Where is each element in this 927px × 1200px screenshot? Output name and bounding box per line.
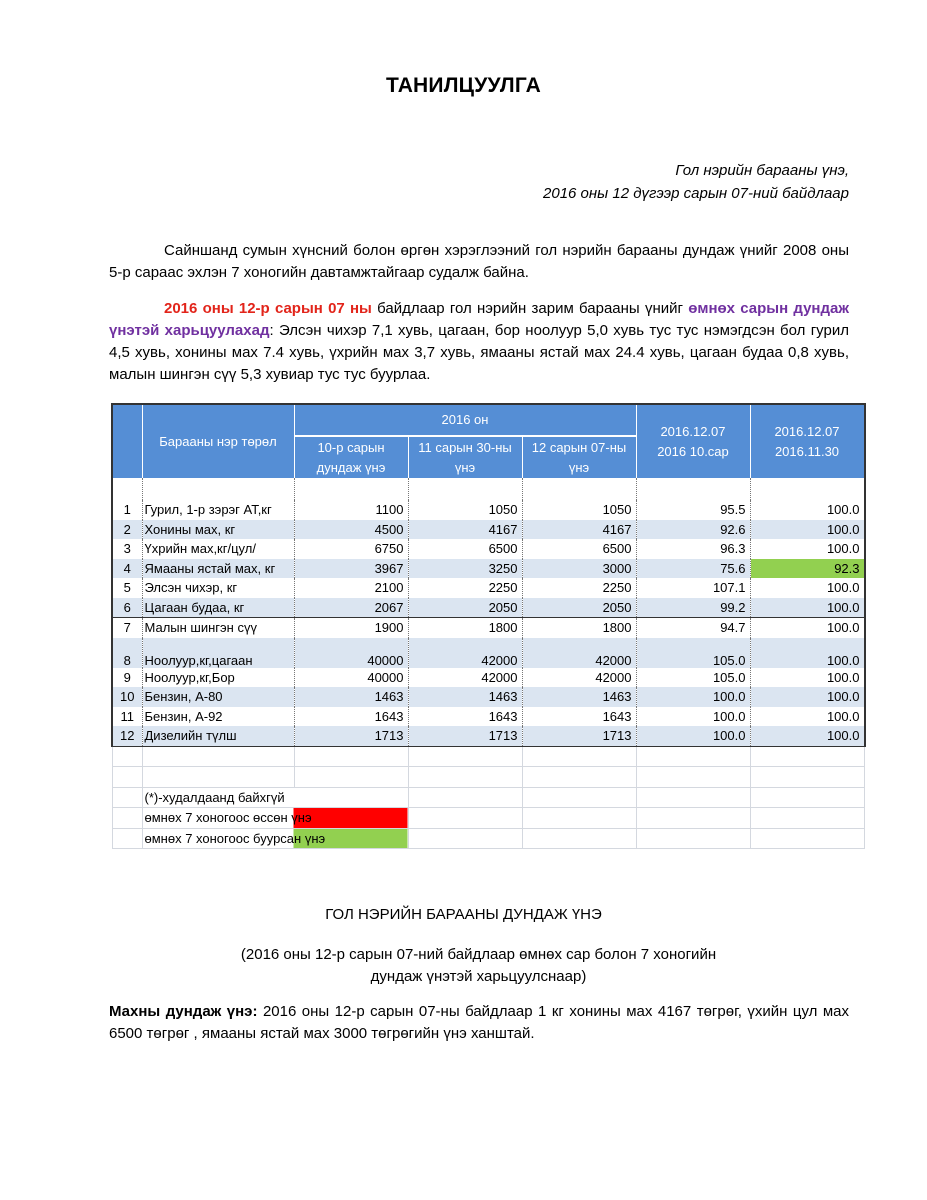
product-name: Ноолуур,кг,Бор	[142, 668, 294, 688]
empty-cell	[636, 828, 750, 849]
price-oct-avg: 4500	[294, 520, 408, 540]
header-nov30-line1: 11 сарын 30-ны	[418, 439, 512, 455]
empty-cell	[142, 767, 294, 788]
section-title: ГОЛ НЭРИЙН БАРААНЫ ДУНДАЖ ҮНЭ	[325, 906, 602, 923]
price-nov30: 1643	[408, 707, 522, 727]
header-index-month	[636, 404, 750, 478]
row-number: 1	[112, 500, 142, 520]
table-row	[112, 598, 865, 618]
price-nov30: 4167	[408, 520, 522, 540]
legend-not-sold: (*)-худалдаанд байхгүй	[142, 787, 408, 808]
highlight-compare: өмнөх сарын дундаж үнэтэй харьцуулахад	[109, 300, 849, 339]
header-group-2016: 2016 он	[294, 404, 636, 436]
row-number: 7	[112, 618, 142, 638]
empty-cell	[522, 828, 636, 849]
price-oct-avg: 2067	[294, 598, 408, 618]
index-vs-month: 99.2	[636, 598, 750, 618]
price-dec07: 42000	[522, 638, 636, 668]
price-dec07: 4167	[522, 520, 636, 540]
product-name: Хонины мах, кг	[142, 520, 294, 540]
empty-cell	[408, 746, 522, 767]
table-row	[112, 618, 865, 638]
price-oct-avg: 6750	[294, 539, 408, 559]
empty-cell	[408, 767, 522, 788]
section-subtitle-line2: дундаж үнэтэй харьцуулснаар)	[370, 968, 587, 985]
price-table-container	[111, 403, 866, 849]
index-vs-week: 100.0	[750, 687, 865, 707]
product-name: Дизелийн түлш	[142, 726, 294, 746]
table-row	[112, 578, 865, 598]
row-number: 8	[112, 638, 142, 668]
empty-cell	[112, 746, 142, 767]
empty-cell	[750, 767, 865, 788]
row-number: 4	[112, 559, 142, 579]
product-name: Ямааны ястай мах, кг	[142, 559, 294, 579]
index-vs-month: 95.5	[636, 500, 750, 520]
summary-text-a: байдлаар гол нэрийн зарим барааны үнийг	[371, 300, 689, 317]
index-vs-week: 92.3	[750, 559, 865, 579]
index-vs-week: 100.0	[750, 618, 865, 638]
row-number: 3	[112, 539, 142, 559]
intro-paragraph	[109, 240, 849, 284]
index-vs-month: 105.0	[636, 638, 750, 668]
row-number: 11	[112, 707, 142, 727]
spacer-row	[112, 478, 865, 500]
table-row	[112, 559, 865, 579]
empty-cell	[636, 746, 750, 767]
price-nov30: 42000	[408, 668, 522, 688]
price-nov30: 1713	[408, 726, 522, 746]
empty-cell	[636, 767, 750, 788]
header-index-month-line1: 2016.12.07	[660, 423, 726, 439]
price-nov30: 1800	[408, 618, 522, 638]
summary-paragraph	[109, 298, 849, 386]
index-vs-week: 100.0	[750, 707, 865, 727]
empty-cell	[636, 808, 750, 829]
empty-cell	[112, 828, 142, 849]
index-vs-month: 92.6	[636, 520, 750, 540]
price-oct-avg: 1900	[294, 618, 408, 638]
price-oct-avg: 1713	[294, 726, 408, 746]
price-oct-avg: 1463	[294, 687, 408, 707]
row-number: 9	[112, 668, 142, 688]
index-vs-week: 100.0	[750, 578, 865, 598]
product-name: Элсэн чихэр, кг	[142, 578, 294, 598]
price-table	[111, 403, 866, 849]
header-index-week	[750, 404, 865, 478]
empty-cell	[750, 746, 865, 767]
legend-row-decrease	[112, 828, 865, 849]
meat-price-label: Махны дундаж үнэ:	[109, 1003, 258, 1020]
price-oct-avg: 1643	[294, 707, 408, 727]
empty-cell	[750, 808, 865, 829]
table-row	[112, 707, 865, 727]
meat-price-paragraph	[109, 1001, 849, 1045]
product-name: Цагаан будаа, кг	[142, 598, 294, 618]
empty-cell	[112, 767, 142, 788]
subtitle-line-1: Гол нэрийн барааны үнэ,	[675, 162, 849, 179]
price-nov30: 3250	[408, 559, 522, 579]
section-subtitle-line1: (2016 оны 12-р сарын 07-ний байдлаар өмнөх сар болон 7 хоногийн	[240, 946, 717, 963]
row-number: 10	[112, 687, 142, 707]
price-oct-avg: 40000	[294, 668, 408, 688]
index-vs-month: 107.1	[636, 578, 750, 598]
spacer-cell	[142, 478, 294, 500]
empty-cell	[112, 787, 142, 808]
row-number: 5	[112, 578, 142, 598]
header-index-week-line2: 2016.11.30	[774, 443, 840, 459]
price-dec07: 1050	[522, 500, 636, 520]
table-row	[112, 687, 865, 707]
index-vs-week: 100.0	[750, 668, 865, 688]
table-row	[112, 726, 865, 746]
price-dec07: 3000	[522, 559, 636, 579]
price-dec07: 1643	[522, 707, 636, 727]
empty-cell	[408, 787, 522, 808]
index-vs-month: 75.6	[636, 559, 750, 579]
empty-cell	[294, 767, 408, 788]
price-nov30: 1463	[408, 687, 522, 707]
legend-increase: өмнөх 7 хоногоос өссөн үнэ	[142, 808, 408, 829]
highlight-date: 2016 оны 12-р сарын 07 ны	[164, 300, 372, 317]
header-oct-line1: 10-р сарын	[317, 439, 385, 455]
table-row	[112, 520, 865, 540]
product-name: Бензин, А-92	[142, 707, 294, 727]
product-name: Малын шингэн сүү	[142, 618, 294, 638]
header-oct-avg	[294, 436, 408, 478]
empty-row	[112, 767, 865, 788]
product-name: Үхрийн мах,кг/цул/	[142, 539, 294, 559]
empty-row	[112, 746, 865, 767]
empty-cell	[522, 746, 636, 767]
subtitle-line-2: 2016 оны 12 дүгээр сарын 07-ний байдлаар	[543, 185, 849, 202]
price-nov30: 6500	[408, 539, 522, 559]
header-dec07-line1: 12 сарын 07-ны	[531, 439, 627, 455]
index-vs-month: 96.3	[636, 539, 750, 559]
price-nov30: 1050	[408, 500, 522, 520]
index-vs-week: 100.0	[750, 500, 865, 520]
row-number: 6	[112, 598, 142, 618]
header-name-cell: Барааны нэр төрөл	[142, 404, 294, 478]
legend-row-not-sold	[112, 787, 865, 808]
empty-cell	[522, 787, 636, 808]
empty-cell	[408, 808, 522, 829]
empty-cell	[294, 746, 408, 767]
price-dec07: 1800	[522, 618, 636, 638]
index-vs-month: 100.0	[636, 687, 750, 707]
index-vs-week: 100.0	[750, 598, 865, 618]
document-title: ТАНИЛЦУУЛГА	[385, 74, 541, 97]
index-vs-week: 100.0	[750, 638, 865, 668]
legend-decrease: өмнөх 7 хоногоос буурсан үнэ	[142, 828, 408, 849]
price-dec07: 42000	[522, 668, 636, 688]
header-oct-line2: дундаж үнэ	[316, 459, 386, 475]
spacer-cell	[750, 478, 865, 500]
empty-cell	[750, 787, 865, 808]
price-oct-avg: 40000	[294, 638, 408, 668]
price-dec07: 6500	[522, 539, 636, 559]
summary-text-b: : Элсэн чихэр 7,1 хувь, цагаан, бор ноолуур 5,0 хувь тус тус нэмэгдсэн бол гурил 4,5 хувь, хонины мах 7.4 хувь, үхрийн мах 3,7 хувь, ямааны ястай мах 24.4 хувь, цагаан будаа 0,8 хувь, малын шингэн сүү 5,3 хувиар тус тус буурлаа.	[109, 322, 849, 383]
price-dec07: 2250	[522, 578, 636, 598]
price-nov30: 2050	[408, 598, 522, 618]
price-dec07: 2050	[522, 598, 636, 618]
empty-cell	[522, 767, 636, 788]
table-body	[112, 500, 865, 746]
empty-cell	[522, 808, 636, 829]
table-row	[112, 668, 865, 688]
header-dec07-line2: үнэ	[568, 459, 590, 475]
price-dec07: 1463	[522, 687, 636, 707]
price-nov30: 2250	[408, 578, 522, 598]
spacer-cell	[636, 478, 750, 500]
header-nov30	[408, 436, 522, 478]
spacer-cell	[408, 478, 522, 500]
intro-text: Сайншанд сумын хүнсний болон өргөн хэрэглээний гол нэрийн барааны дундаж үнийг 2008 оны 5-р сараас эхлэн 7 хоногийн давтамжтайгаар судалж байна.	[109, 242, 849, 281]
row-number: 12	[112, 726, 142, 746]
legend-row-increase	[112, 808, 865, 829]
table-row	[112, 500, 865, 520]
empty-cell	[636, 787, 750, 808]
empty-cell	[408, 828, 522, 849]
document-subtitle	[543, 159, 849, 205]
index-vs-month: 100.0	[636, 707, 750, 727]
product-name: Бензин, А-80	[142, 687, 294, 707]
header-index-week-line1: 2016.12.07	[774, 423, 840, 439]
empty-cell	[142, 746, 294, 767]
price-oct-avg: 1100	[294, 500, 408, 520]
index-vs-month: 100.0	[636, 726, 750, 746]
price-dec07: 1713	[522, 726, 636, 746]
table-row	[112, 638, 865, 668]
section-subtitle	[0, 944, 927, 988]
price-oct-avg: 2100	[294, 578, 408, 598]
header-no-cell	[112, 404, 142, 478]
price-oct-avg: 3967	[294, 559, 408, 579]
index-vs-week: 100.0	[750, 539, 865, 559]
header-nov30-line2: үнэ	[454, 459, 476, 475]
product-name: Гурил, 1-р зэрэг АТ,кг	[142, 500, 294, 520]
index-vs-month: 105.0	[636, 668, 750, 688]
spacer-cell	[522, 478, 636, 500]
price-nov30: 42000	[408, 638, 522, 668]
index-vs-week: 100.0	[750, 726, 865, 746]
row-number: 2	[112, 520, 142, 540]
table-row	[112, 539, 865, 559]
product-name: Ноолуур,кг,цагаан	[142, 638, 294, 668]
index-vs-week: 100.0	[750, 520, 865, 540]
empty-cell	[112, 808, 142, 829]
meat-price-text: 2016 оны 12-р сарын 07-ны байдлаар 1 кг хонины мах 4167 төгрөг, үхийн цул мах 6500 төгрөг , ямааны ястай мах 3000 төгрөгийн үнэ ханштай.	[109, 1003, 849, 1042]
spacer-cell	[294, 478, 408, 500]
header-dec07	[522, 436, 636, 478]
empty-cell	[750, 828, 865, 849]
header-index-month-line2: 2016 10.сар	[657, 443, 729, 459]
index-vs-month: 94.7	[636, 618, 750, 638]
table-header-row-1	[112, 404, 865, 436]
spacer-cell	[112, 478, 142, 500]
